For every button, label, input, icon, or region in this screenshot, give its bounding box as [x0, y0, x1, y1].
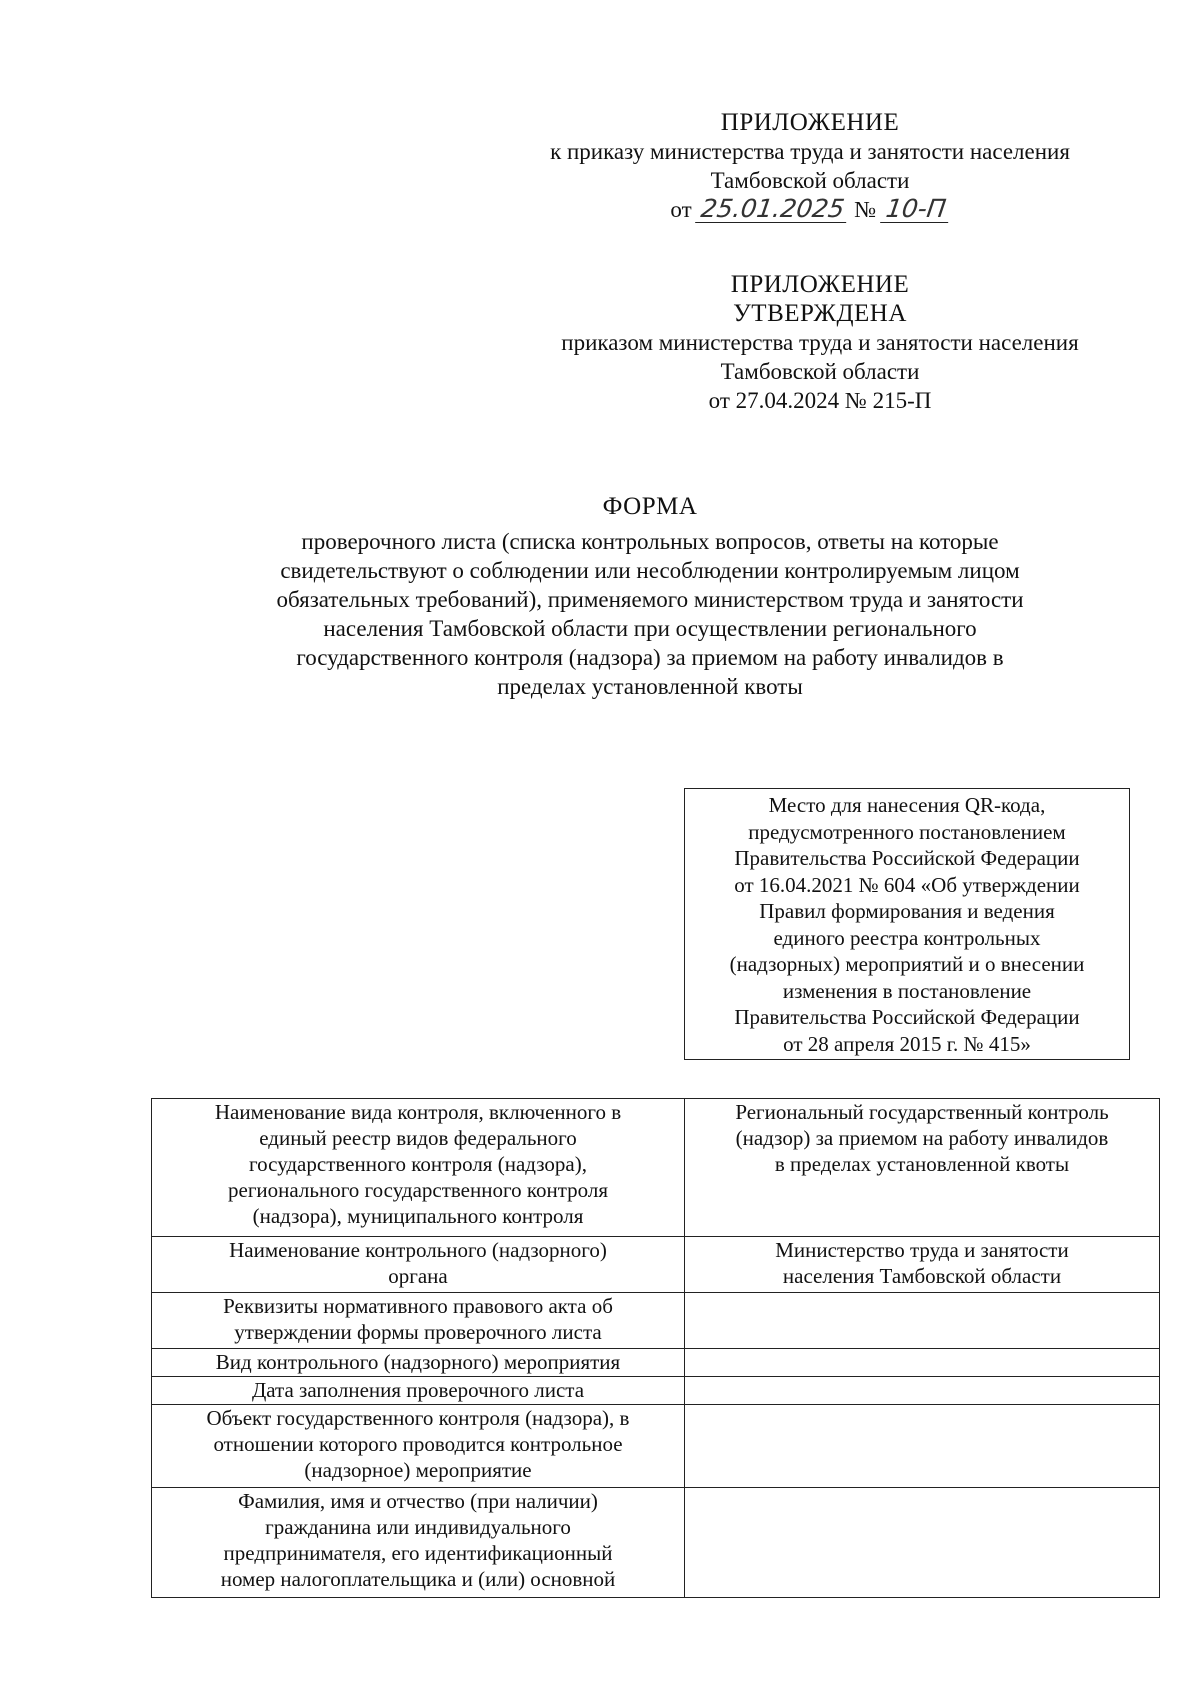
cell-text: Региональный государственный контроль [735, 1100, 1109, 1124]
appendix-date-line [470, 195, 1150, 224]
approval-order-line: приказом министерства труда и занятости населения [561, 330, 1079, 355]
cell-text: населения Тамбовской области [782, 1264, 1062, 1288]
row-label-cell [152, 1405, 685, 1488]
row-value-cell [685, 1488, 1160, 1598]
approval-appendix-title: ПРИЛОЖЕНИЕ [730, 271, 910, 298]
handwritten-number: 10-П [880, 196, 951, 223]
cell-text: (надзор) за приемом на работу инвалидов [735, 1126, 1109, 1150]
table-row [152, 1488, 1160, 1598]
cell-text: номер налогоплательщика и (или) основной [220, 1567, 616, 1591]
qr-box-line: от 28 апреля 2015 г. № 415» [783, 1031, 1031, 1056]
appendix-header [470, 108, 1150, 224]
cell-text: Реквизиты нормативного правового акта об [223, 1294, 613, 1318]
form-title-line: проверочного листа (списка контрольных вопросов, ответы на которые [301, 529, 999, 554]
table-row [152, 1099, 1160, 1237]
approval-approved-title: УТВЕРЖДЕНА [733, 300, 907, 327]
cell-text: гражданина или индивидуального [265, 1515, 571, 1539]
cell-text: Вид контрольного (надзорного) мероприятия [215, 1350, 621, 1374]
cell-text: Министерство труда и занятости [775, 1238, 1069, 1262]
cell-text: Объект государственного контроля (надзора), в [206, 1406, 630, 1430]
qr-box-line: Правительства Российской Федерации [734, 1005, 1080, 1029]
number-prefix: № [854, 197, 877, 222]
table-row [152, 1293, 1160, 1349]
approval-header [470, 270, 1170, 415]
form-title-line: обязательных требований), применяемого министерством труда и занятости [276, 587, 1024, 612]
row-label-cell [152, 1488, 685, 1598]
form-title-line: государственного контроля (надзора) за приемом на работу инвалидов в [296, 645, 1004, 670]
cell-text: (надзорное) мероприятие [304, 1458, 532, 1482]
inspection-info-table [151, 1098, 1160, 1598]
cell-text: органа [388, 1264, 448, 1288]
row-label-cell [152, 1349, 685, 1377]
form-title-line: населения Тамбовской области при осуществлении регионального [323, 616, 977, 641]
appendix-order-line: к приказу министерства труда и занятости населения [550, 139, 1070, 164]
appendix-title: ПРИЛОЖЕНИЕ [720, 109, 900, 136]
row-label-cell [152, 1099, 685, 1237]
qr-box-line: (надзорных) мероприятий и о внесении [729, 952, 1085, 976]
qr-box-line: единого реестра контрольных [773, 925, 1041, 950]
cell-text: в пределах установленной квоты [774, 1152, 1070, 1176]
qr-box-line: предусмотренного постановлением [748, 819, 1066, 844]
date-prefix: от [670, 197, 692, 222]
qr-box-line: от 16.04.2021 № 604 «Об утверждении [734, 872, 1080, 897]
row-value-cell [685, 1237, 1160, 1293]
qr-box-line: Правил формирования и ведения [759, 899, 1055, 923]
approval-date-line: от 27.04.2024 № 215-П [708, 388, 932, 413]
cell-text: Фамилия, имя и отчество (при наличии) [238, 1489, 598, 1513]
cell-text: Дата заполнения проверочного листа [251, 1378, 585, 1402]
row-label-cell [152, 1237, 685, 1293]
cell-text: единый реестр видов федерального [259, 1126, 577, 1150]
cell-text: государственного контроля (надзора), [249, 1152, 587, 1176]
row-label-cell [152, 1293, 685, 1349]
table-row [152, 1377, 1160, 1405]
appendix-region-line: Тамбовской области [710, 168, 910, 193]
row-value-cell [685, 1349, 1160, 1377]
table-row [152, 1237, 1160, 1293]
row-value-cell [685, 1377, 1160, 1405]
row-value-cell [685, 1099, 1160, 1237]
cell-text: Наименование вида контроля, включенного в [214, 1100, 622, 1124]
cell-text: предпринимателя, его идентификационный [223, 1541, 613, 1565]
form-title-line: свидетельствуют о соблюдении или несоблюдении контролируемым лицом [280, 558, 1020, 583]
row-label-cell [152, 1377, 685, 1405]
cell-text: (надзора), муниципального контроля [252, 1204, 584, 1228]
qr-code-placeholder-box [684, 788, 1130, 1060]
form-heading: ФОРМА [602, 493, 698, 520]
table-row [152, 1405, 1160, 1488]
row-value-cell [685, 1293, 1160, 1349]
handwritten-date: 25.01.2025 [695, 196, 850, 223]
row-value-cell [685, 1405, 1160, 1488]
form-title-line: пределах установленной квоты [497, 674, 803, 699]
cell-text: отношении которого проводится контрольное [213, 1432, 623, 1456]
qr-box-line: Правительства Российской Федерации [734, 846, 1080, 870]
qr-box-line: изменения в постановление [782, 978, 1032, 1003]
cell-text: регионального государственного контроля [228, 1178, 608, 1202]
qr-box-line: Место для нанесения QR-кода, [768, 793, 1046, 817]
cell-text: утверждении формы проверочного листа [234, 1320, 602, 1344]
form-title-block [150, 492, 1150, 701]
table-row [152, 1349, 1160, 1377]
approval-region-line: Тамбовской области [720, 359, 920, 384]
cell-text: Наименование контрольного (надзорного) [229, 1238, 607, 1262]
